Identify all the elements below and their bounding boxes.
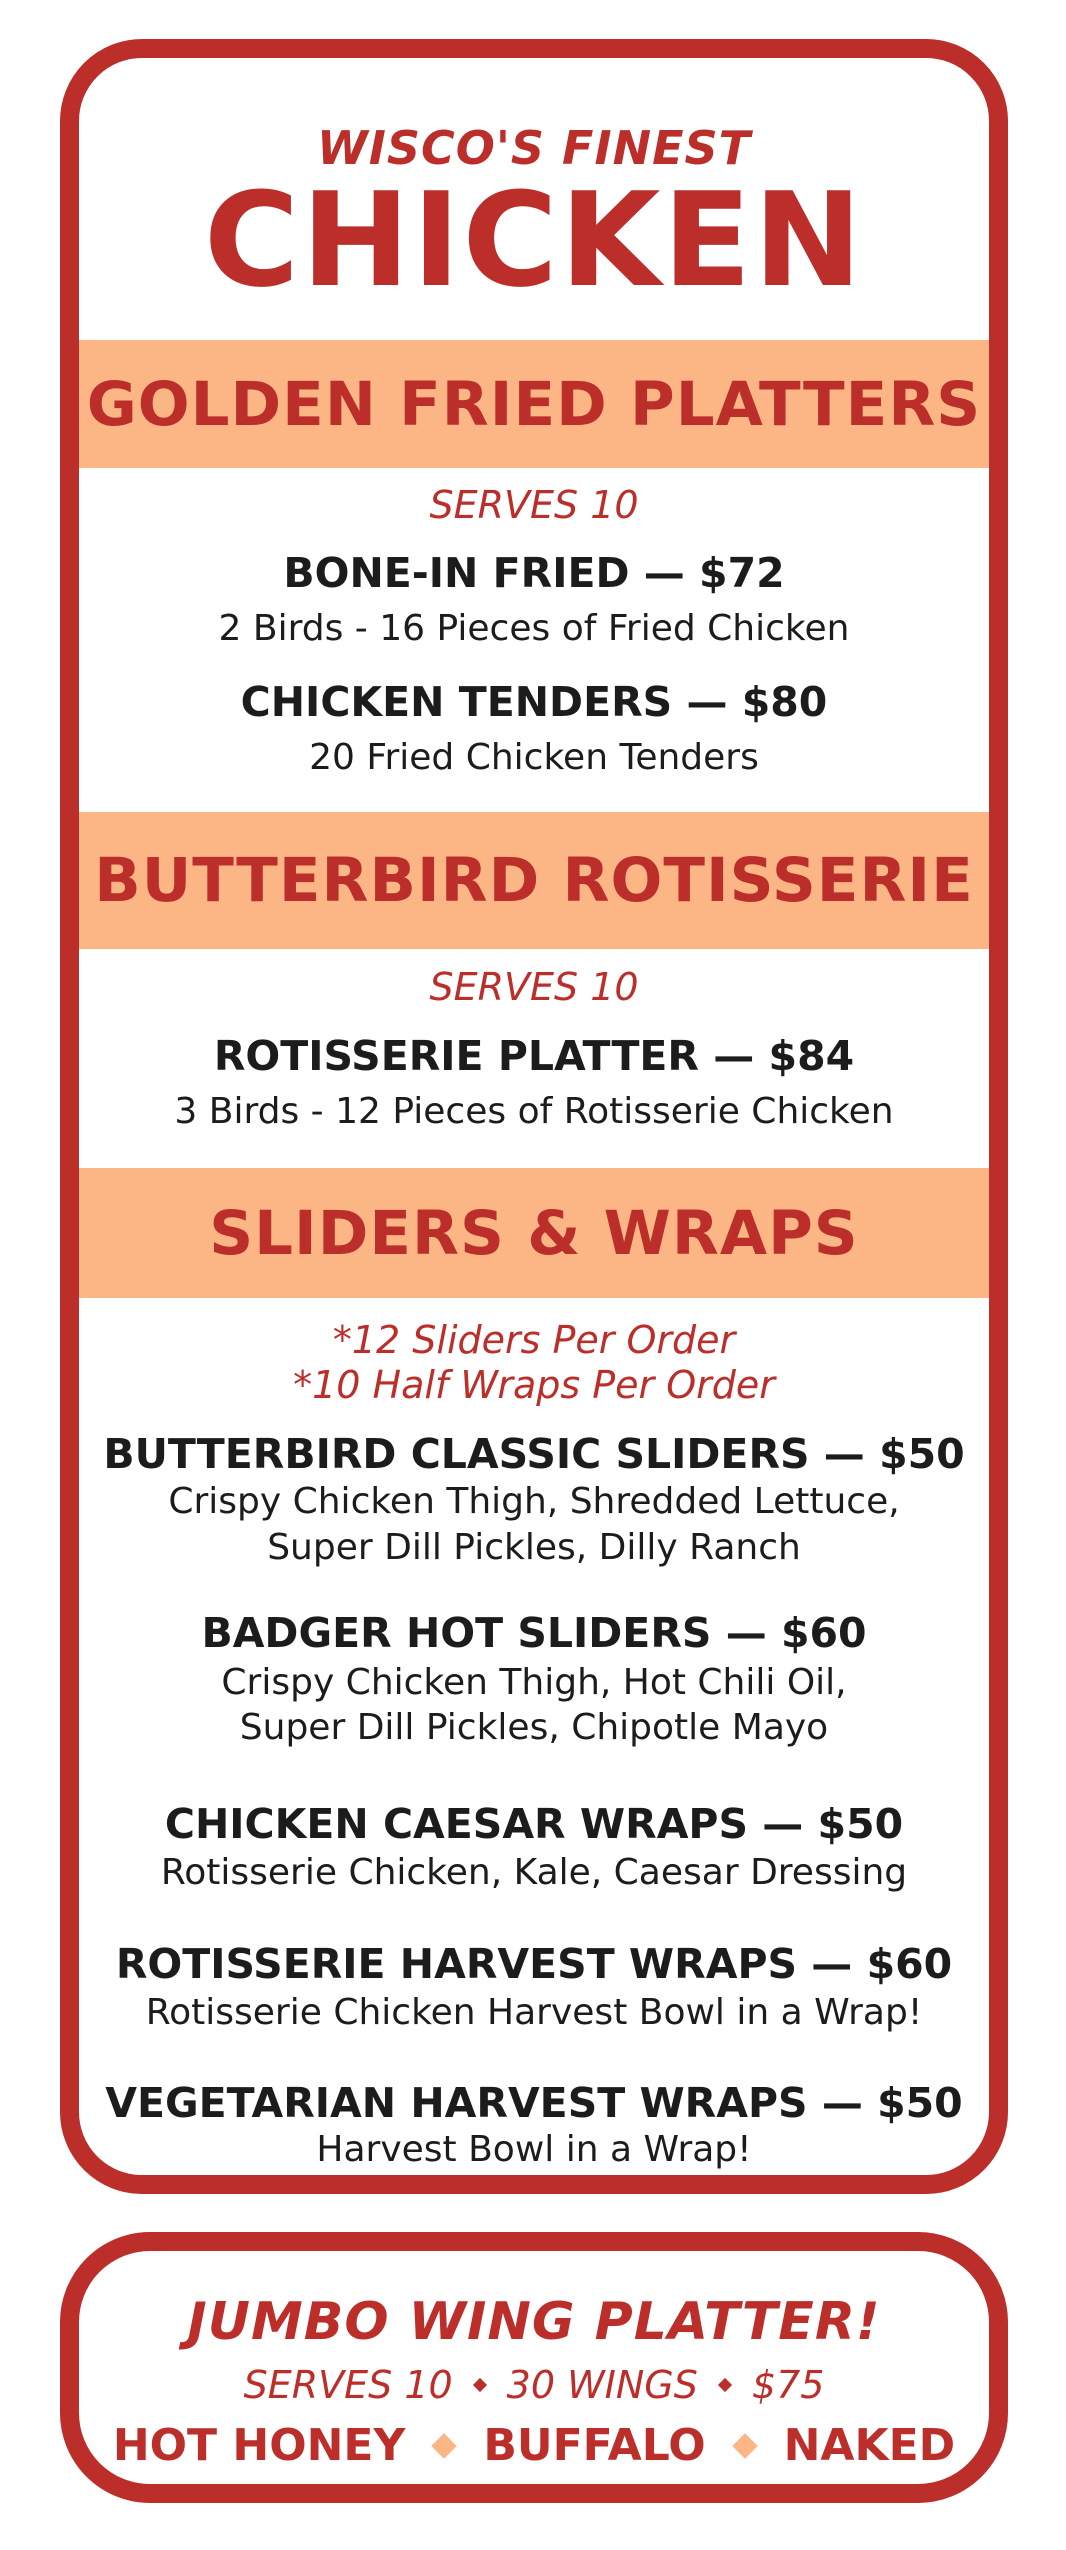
- wing-serves: SERVES 10: [243, 2363, 453, 2407]
- menu-item-name: CHICKEN TENDERS — $80: [240, 678, 828, 726]
- section-title-rotisserie: BUTTERBIRD ROTISSERIE: [94, 845, 974, 916]
- separator-dot-icon: [473, 2378, 487, 2392]
- wing-count: 30 WINGS: [506, 2363, 698, 2407]
- separator-diamond-icon: [432, 2433, 457, 2458]
- menu-item-description: Rotisserie Chicken Harvest Bowl in a Wrap!: [145, 1992, 923, 2033]
- section-note-sliders: *12 Sliders Per Order: [332, 1318, 736, 1362]
- menu-item-name: ROTISSERIE PLATTER — $84: [213, 1032, 855, 1080]
- menu-item-name: BONE-IN FRIED — $72: [283, 549, 785, 597]
- menu-item-name: BADGER HOT SLIDERS — $60: [201, 1609, 867, 1657]
- section-band-golden-fried: [79, 340, 989, 468]
- menu-item-name: VEGETARIAN HARVEST WRAPS — $50: [105, 2079, 963, 2127]
- wing-price: $75: [751, 2363, 825, 2407]
- wing-platter-details: [79, 2363, 989, 2407]
- section-band-rotisserie: [79, 812, 989, 949]
- flavor-naked: NAKED: [783, 2420, 956, 2471]
- menu-item-description: Super Dill Pickles, Chipotle Mayo: [239, 1707, 829, 1748]
- menu-item-description: Harvest Bowl in a Wrap!: [316, 2129, 752, 2170]
- section-title-sliders-wraps: SLIDERS & WRAPS: [209, 1197, 859, 1269]
- flavor-hot-honey: HOT HONEY: [112, 2420, 406, 2471]
- menu-item-name: ROTISSERIE HARVEST WRAPS — $60: [115, 1940, 953, 1988]
- menu-item-description: 2 Birds - 16 Pieces of Fried Chicken: [218, 608, 850, 649]
- section-note-wraps: *10 Half Wraps Per Order: [293, 1363, 775, 1407]
- menu-item-description: Crispy Chicken Thigh, Shredded Lettuce,: [168, 1481, 900, 1522]
- menu-item-description: Crispy Chicken Thigh, Hot Chili Oil,: [221, 1662, 847, 1703]
- menu-item-description: 3 Birds - 12 Pieces of Rotisserie Chicken: [174, 1091, 894, 1132]
- header-title: CHICKEN: [203, 164, 865, 316]
- section-band-sliders-wraps: [79, 1168, 989, 1298]
- wing-platter-card: [60, 2232, 1008, 2503]
- section-note-serves: SERVES 10: [429, 965, 639, 1009]
- wing-flavors: [79, 2420, 989, 2471]
- menu-item-description: Rotisserie Chicken, Kale, Caesar Dressing: [160, 1852, 908, 1893]
- section-note-serves: SERVES 10: [429, 483, 639, 527]
- wing-platter-title: JUMBO WING PLATTER!: [187, 2292, 881, 2352]
- flavor-buffalo: BUFFALO: [483, 2420, 706, 2471]
- header-kicker: WISCO'S FINEST: [316, 121, 752, 175]
- separator-diamond-icon: [732, 2433, 757, 2458]
- menu-card: [60, 39, 1008, 2194]
- menu-item-description: 20 Fried Chicken Tenders: [309, 737, 759, 778]
- separator-dot-icon: [718, 2378, 732, 2392]
- menu-item-name: BUTTERBIRD CLASSIC SLIDERS — $50: [103, 1430, 965, 1478]
- menu-item-name: CHICKEN CAESAR WRAPS — $50: [164, 1800, 904, 1848]
- section-title-golden-fried: GOLDEN FRIED PLATTERS: [86, 368, 982, 440]
- menu-item-description: Super Dill Pickles, Dilly Ranch: [267, 1527, 801, 1568]
